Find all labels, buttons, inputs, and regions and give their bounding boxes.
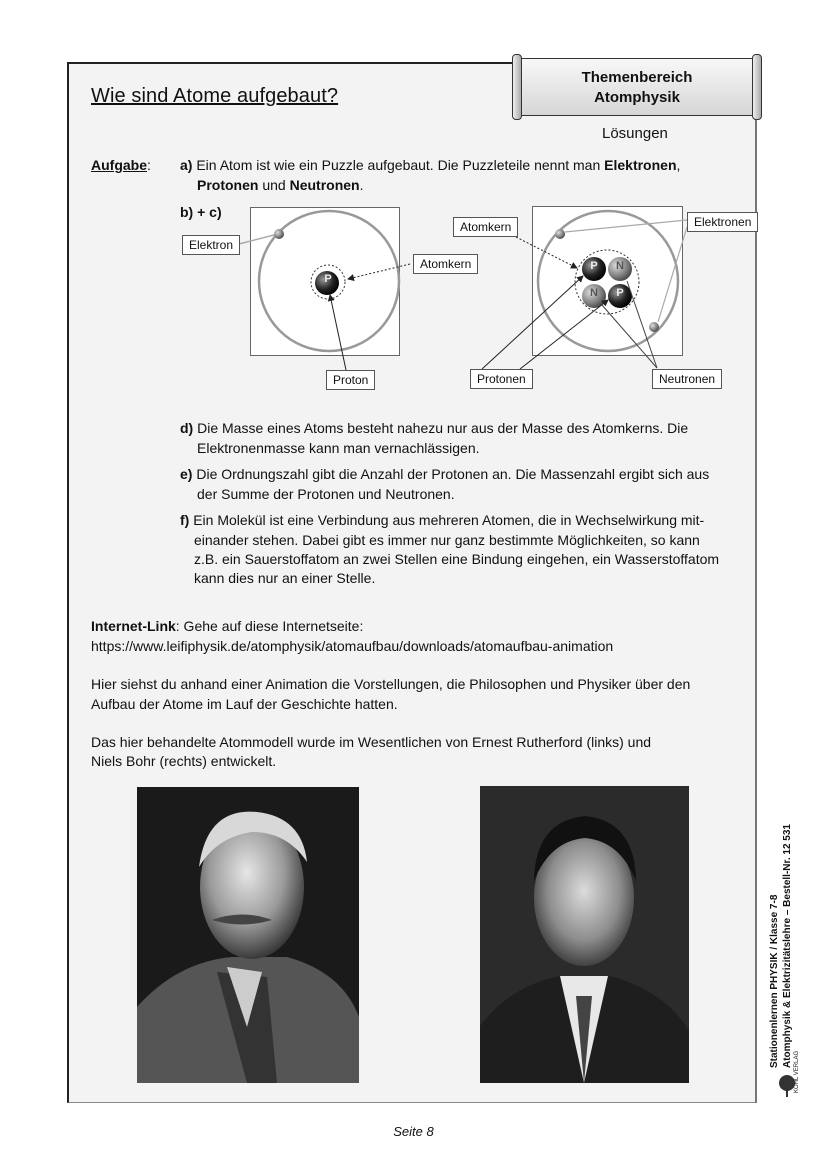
label-protons: Protonen bbox=[470, 369, 533, 389]
photo-rutherford bbox=[137, 787, 359, 1083]
label-neutrons: Neutronen bbox=[652, 369, 722, 389]
task-e-line2: der Summe der Protonen und Neutronen. bbox=[197, 486, 455, 502]
neutron-symbol-2b: N bbox=[590, 287, 598, 299]
sidebar-line1: Stationenlernen PHYSIK / Klasse 7-8 bbox=[769, 894, 780, 1068]
task-e-letter: e) bbox=[180, 466, 193, 482]
label-atomkern-1: Atomkern bbox=[413, 254, 478, 274]
label-electron: Elektron bbox=[182, 235, 240, 255]
nucleus-ring-2 bbox=[575, 250, 639, 314]
neutron-symbol-2a: N bbox=[616, 260, 624, 272]
task-f-letter: f) bbox=[180, 512, 190, 528]
internet-link-heading bbox=[91, 616, 363, 636]
task-f-line1 bbox=[180, 510, 704, 530]
task-f-text1: Ein Molekül ist eine Verbindung aus mehreren Atomen, die in Wechselwirkung mit- bbox=[193, 512, 705, 528]
info-para2-line1: Das hier behandelte Atommodell wurde im Wesentlichen von Ernest Rutherford (links) und bbox=[91, 734, 652, 750]
internet-link-label: Internet-Link bbox=[91, 618, 176, 634]
proton-symbol-1: P bbox=[324, 273, 332, 285]
task-a-text3: und bbox=[258, 177, 290, 193]
info-para2-line2: Niels Bohr (rechts) entwickelt. bbox=[91, 753, 277, 769]
electron-ball-2b bbox=[649, 322, 659, 332]
banner-line-2: Atomphysik bbox=[594, 89, 680, 106]
task-a-letter: a) bbox=[180, 157, 193, 173]
task-bc-label: b) + c) bbox=[180, 204, 222, 220]
task-a-text4: . bbox=[359, 177, 364, 193]
internet-link-url[interactable]: https://www.leifiphysik.de/atomphysik/atomaufbau/downloads/atomaufbau-animation bbox=[91, 638, 614, 654]
task-label: Aufgabe: bbox=[91, 157, 151, 173]
photo-bohr bbox=[480, 786, 689, 1083]
label-atomkern-2: Atomkern bbox=[453, 217, 518, 237]
solutions-label: Lösungen bbox=[602, 125, 668, 142]
task-d-letter: d) bbox=[180, 420, 194, 436]
task-a-bold2: Protonen bbox=[197, 177, 259, 193]
task-a-bold3: Neutronen bbox=[289, 177, 360, 193]
task-e-text1: Die Ordnungszahl gibt die Anzahl der Protonen an. Die Massenzahl ergibt sich aus bbox=[196, 466, 710, 482]
task-d-line2: Elektronenmasse kann man vernachlässigen. bbox=[197, 440, 480, 456]
task-a-bold1: Elektronen bbox=[604, 157, 677, 173]
atom-diagram-2-svg bbox=[0, 0, 827, 420]
electron-pointer-2a bbox=[565, 220, 687, 232]
proton-symbol-2a: P bbox=[590, 260, 598, 272]
proton-pointer-2a bbox=[482, 276, 583, 369]
bohr-portrait-svg bbox=[480, 786, 689, 1083]
task-f-line3: z.B. ein Sauerstoffatom an zwei Stellen eine Bindung eingehen, ein Wasserstoffatom bbox=[194, 551, 720, 567]
proton-pointer-2b bbox=[520, 300, 608, 369]
publisher-logo bbox=[776, 1045, 800, 1099]
info-para1-line1: Hier siehst du anhand einer Animation die Vorstellungen, die Philosophen und Physiker über den bbox=[91, 676, 691, 692]
label-electrons: Elektronen bbox=[687, 212, 758, 232]
page-number: Seite 8 bbox=[393, 1124, 434, 1139]
electron-ball-2a bbox=[555, 229, 565, 239]
task-d-line1 bbox=[180, 418, 688, 438]
task-a-text1: Ein Atom ist wie ein Puzzle aufgebaut. Die Puzzleteile nennt man bbox=[196, 157, 605, 173]
sidebar-line2: Atomphysik & Elektrizitätslehre – Bestell-Nr. 12 531 bbox=[782, 824, 793, 1068]
banner-line-1: Themenbereich bbox=[581, 69, 693, 86]
info-para1-line2: Aufbau der Atome im Lauf der Geschichte hatten. bbox=[91, 696, 398, 712]
label-proton: Proton bbox=[326, 370, 375, 390]
task-d-text1: Die Masse eines Atoms besteht nahezu nur aus der Masse des Atomkerns. Die bbox=[197, 420, 689, 436]
task-e-line1 bbox=[180, 464, 709, 484]
task-a-text2: , bbox=[676, 157, 681, 173]
nucleus-pointer-2 bbox=[516, 237, 577, 268]
proton-symbol-2b: P bbox=[616, 287, 624, 299]
task-label-text: Aufgabe bbox=[91, 157, 147, 173]
page-title: Wie sind Atome aufgebaut? bbox=[91, 85, 339, 107]
internet-link-text: : Gehe auf diese Internetseite: bbox=[175, 618, 364, 634]
task-f-line2: einander stehen. Dabei gibt es immer nur ganz bestimmte Möglichkeiten, so kann bbox=[194, 532, 700, 548]
publisher-name: KOHL VERLAG bbox=[794, 1050, 800, 1093]
task-f-line4: kann dies nur an einer Stelle. bbox=[194, 570, 376, 586]
rutherford-portrait-svg bbox=[137, 787, 359, 1083]
